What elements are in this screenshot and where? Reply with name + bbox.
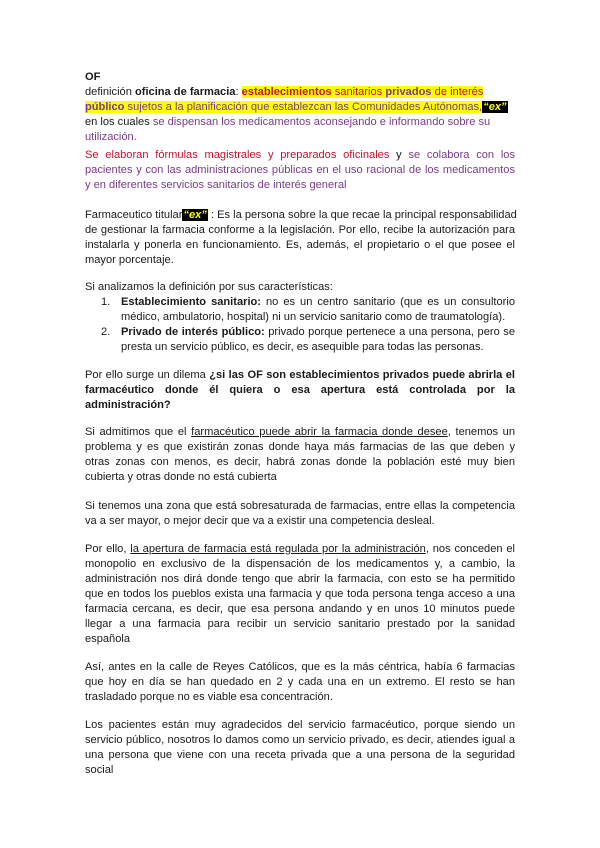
text: en los cuales — [85, 116, 153, 128]
highlight-sanitarios: sanitarios — [331, 86, 386, 98]
definition-line-7: y en diferentes servicios sanitarios de interés general — [85, 179, 347, 191]
p3-line-3: administración nos dirá donde tengo que abrir la farmacia, con esto se ha permitido — [85, 573, 515, 585]
p2-line-1: Si tenemos una zona que está sobresaturada de farmacias, entre ellas la competencia — [85, 500, 515, 512]
p1-line-3: otras zonas con menos, es decir, habrá zonas donde la población esté muy bien — [85, 456, 515, 468]
text: Si admitimos que el — [85, 426, 192, 438]
p3-line-2: monopolio en exclusivo de la dispensación de los medicamentos y, a cambio, la — [85, 558, 515, 570]
definition-line-6: pacientes y con las administraciones públicas en el uso racional de los medicamentos — [85, 164, 515, 176]
underlined-text: farmacéutico puede abrir la farmacia donde desee — [191, 426, 448, 438]
definition-line-5 — [85, 148, 515, 163]
titular-line-4: mayor porcentaje. — [85, 254, 174, 266]
p3-line-6: llegar a una farmacia para recibir un servicio sanitario prestado por la sanidad — [85, 618, 515, 630]
text: no es un centro sanitario (que es un consultorio — [261, 296, 516, 308]
p5-line-4: social — [85, 764, 114, 776]
list-number: 1. — [101, 296, 111, 308]
text: : — [235, 86, 242, 98]
term-bold: oficina de farmacia — [134, 86, 236, 98]
text: privado porque pertenece a una persona, pero se — [264, 326, 515, 338]
text: , nos conceden el — [425, 543, 515, 555]
text: , tenemos un — [447, 426, 516, 438]
colabora-text: se colabora con los — [408, 149, 516, 161]
highlight-publico: público — [85, 101, 125, 113]
p5-line-1: Los pacientes están muy agradecidos del servicio farmacéutico, porque siendo un — [85, 719, 515, 731]
list-item-term: Privado de interés público: — [121, 326, 265, 338]
ex-tag: “ex” — [483, 101, 507, 113]
list-item-term: Establecimiento sanitario: — [121, 296, 262, 308]
list-item-1-line-2: médico, ambulatorio, hospital) ni un servicio sanitario como de traumatología). — [121, 311, 506, 323]
p4-line-1: Así, antes en la calle de Reyes Católicos, que es la más céntrica, había 6 farmacias — [85, 661, 515, 673]
list-item-2-line-1 — [121, 325, 515, 340]
dispensan-text: se dispensan los medicamentos aconsejando e informando sobre su — [152, 116, 491, 128]
text: definición — [85, 86, 135, 98]
dilemma-line-3: administración? — [85, 399, 171, 411]
page-heading: OF — [85, 71, 101, 83]
p4-line-2: que hoy en día se han quedado en 2 y cada una en un extremo. El resto se han — [85, 676, 515, 688]
p2-line-2: va a ser mayor, o mejor decir que va a existir una competencia desleal. — [85, 515, 435, 527]
text: Por ello, — [85, 543, 131, 555]
text: Farmaceutico titular — [85, 209, 183, 221]
p4-line-3: trasladado porque no es viable esa concentración. — [85, 691, 333, 703]
text: : Es la persona sobre la que recae la principal responsabilidad — [207, 209, 517, 221]
elaboran-text: Se elaboran fórmulas magistrales y preparados oficinales — [85, 149, 390, 161]
definition-line-1 — [85, 85, 515, 100]
dilemma-question: ¿si las OF son establecimientos privados puede abrirla el — [209, 369, 515, 381]
p1-line-1 — [85, 425, 515, 440]
dilemma-line-2: farmacéutico donde él quiera o esa apertura está controlada por la — [85, 384, 515, 396]
text: y — [389, 149, 409, 161]
list-item-2-line-2: presta un servicio público, es decir, es asequible para todas las personas. — [121, 341, 484, 353]
titular-line-1 — [85, 208, 515, 223]
highlight-privados: privados — [385, 86, 432, 98]
p3-line-7: española — [85, 633, 131, 645]
list-number: 2. — [101, 326, 111, 338]
p5-line-3: una persona que viene con una receta privada que a una persona de la seguridad — [85, 749, 515, 761]
list-item-1-line-1 — [121, 295, 515, 310]
p3-line-4: que en todos los pueblos exista una farmacia y que toda persona tenga acceso a una — [85, 588, 515, 600]
underlined-text: la apertura de farmacia está regulada por la administración — [130, 543, 426, 555]
titular-line-3: instalarla y ponerla en funcionamiento. Es, además, el propietario o el que posee el — [85, 239, 515, 251]
highlight-sujetos: sujetos a la planificación que establezcan las Comunidades Autónomas, — [124, 101, 483, 113]
definition-line-2 — [85, 100, 515, 115]
definition-line-3 — [85, 115, 515, 130]
titular-line-2: de gestionar la farmacia conforme a la legislación. Por ello, recibe la autorización para — [85, 224, 515, 236]
dilemma-line-1 — [85, 368, 515, 383]
p1-line-4: cubierta y otras donde no está cubierta — [85, 471, 277, 483]
p3-line-5: farmacia cercana, es decir, que esa persona andando y en unos 10 minutos puede — [85, 603, 515, 615]
highlight-interes: de interés — [431, 86, 484, 98]
analysis-intro: Si analizamos la definición por sus características: — [85, 281, 333, 293]
text: Por ello surge un dilema — [85, 369, 210, 381]
highlight-establecimientos: establecimientos — [241, 86, 332, 98]
ex-tag: “ex” — [183, 209, 207, 221]
definition-line-4: utilización. — [85, 131, 137, 143]
p3-line-1 — [85, 542, 515, 557]
p1-line-2: problema y es que existirán zonas donde haya más farmacias de las que deben y — [85, 441, 515, 453]
p5-line-2: servicio público, nosotros lo damos como un servicio privado, es decir, atiendes igual a — [85, 734, 515, 746]
